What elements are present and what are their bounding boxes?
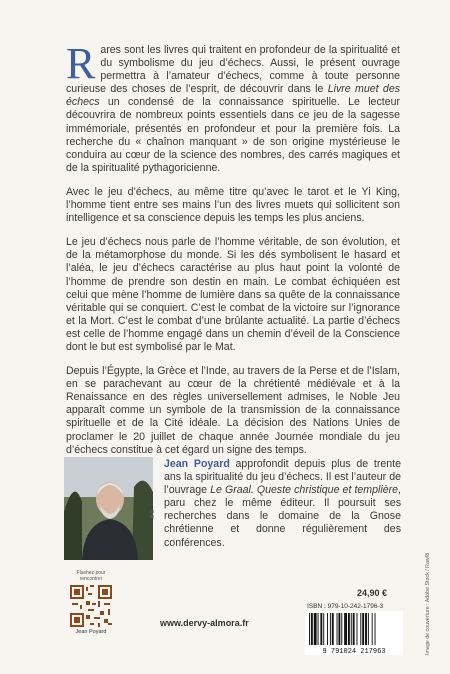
barcode	[305, 611, 403, 655]
bio-text-2: , paru chez le même éditeur. Il poursuit ses recherches dans le domaine de la Gnose chrétienne et donne régulièrement des conférences.	[164, 484, 401, 549]
paragraph-1	[66, 39, 401, 175]
paragraph-1-text: ares sont les livres qui traitent en profondeur de la spiritualité et du symbolisme du jeu d’échecs. Aussi, le présent ouvrage permettra à l’amateur d’échecs, comme à toute personne curieuse des choses de l’esprit, de découvrir dans le	[66, 44, 400, 96]
barcode-digits: 9 791024 217963	[322, 648, 386, 655]
paragraph-4: Depuis l’Égypte, la Grèce et l’Inde, au travers de la Perse et de l’Islam, en se parachevant au cœur de la chrétienté médiévale et à la Renaissance en des règles universellement admises, le Noble Jeu apparaît comme un symbole de la transmission de la connaissance spirituelle et de la Cité idéale. La décision des Nations Unies de proclamer le 20 juillet de chaque année Journée mondiale du jeu d’échecs constitue à cet égard un signe des temps.	[66, 365, 400, 456]
qr-code[interactable]	[70, 585, 112, 627]
bio-book-title: Le Graal. Queste christique et templière	[210, 484, 399, 497]
drop-cap: R	[66, 39, 96, 88]
back-cover-text	[66, 39, 401, 468]
bio-text-1: approfondit depuis plus de trente ans la spiritualité du jeu d’échecs. Il est l’auteur de l’ouvrage	[164, 458, 401, 497]
book-title-italic: Livre muet des échecs	[66, 83, 401, 109]
author-bio	[164, 458, 401, 550]
paragraph-1-end: un condensé de la connaissance spirituelle. Le lecteur découvrira de nombreux points essentiels dans ce jeu de la sagesse immémoriale, présentés en profondeur et pour la première fois. La recherche du « chaînon manquant » de son origine mystérieuse le conduira au cœur de la science des nombres, des carrés magiques et de la spiritualité pythagoricienne.	[66, 96, 400, 174]
isbn: ISBN : 979-10-242-1796-3	[307, 603, 384, 610]
author-name: Jean Poyard	[164, 458, 230, 470]
paragraph-3: Le jeu d’échecs nous parle de l’homme véritable, de son évolution, et de la métamorphose du monde. Si les dés symbolisent le hasard et l’aléa, le jeu d’échecs caractérise au plus haut point la volonté de l’homme de prendre son destin en main. Le combat échiquéen est celui que mène l’homme de lumière dans sa quête de la connaissance véritable qui se conquiert. C’est le combat de la victoire sur l’ignorance et la Mort. C’est le combat d’une brûlante actualité. La partie d’échecs est celle de l’homme engagé dans un chemin d’éveil de la Conscience dont le but est symbolisé par le Mat.	[66, 236, 400, 353]
publisher-website[interactable]: www.dervy-almora.fr	[160, 618, 249, 628]
price: 24,90 €	[357, 588, 388, 598]
qr-author-name: Jean Poyard	[75, 629, 107, 635]
qr-label: Flashez pour rencontrer	[76, 570, 106, 582]
photo-credit: D.R.	[148, 510, 154, 520]
author-photo	[64, 457, 153, 560]
cover-image-credit: Image de couverture : Adobe Stock / Rawf8	[425, 552, 431, 655]
paragraph-2: Avec le jeu d’échecs, au même titre qu’avec le tarot et le Yi King, l’homme tient entre ses mains l’un des livres muets qui sollicitent son intelligence et sa conscience depuis les temps les plus anciens.	[66, 185, 400, 225]
